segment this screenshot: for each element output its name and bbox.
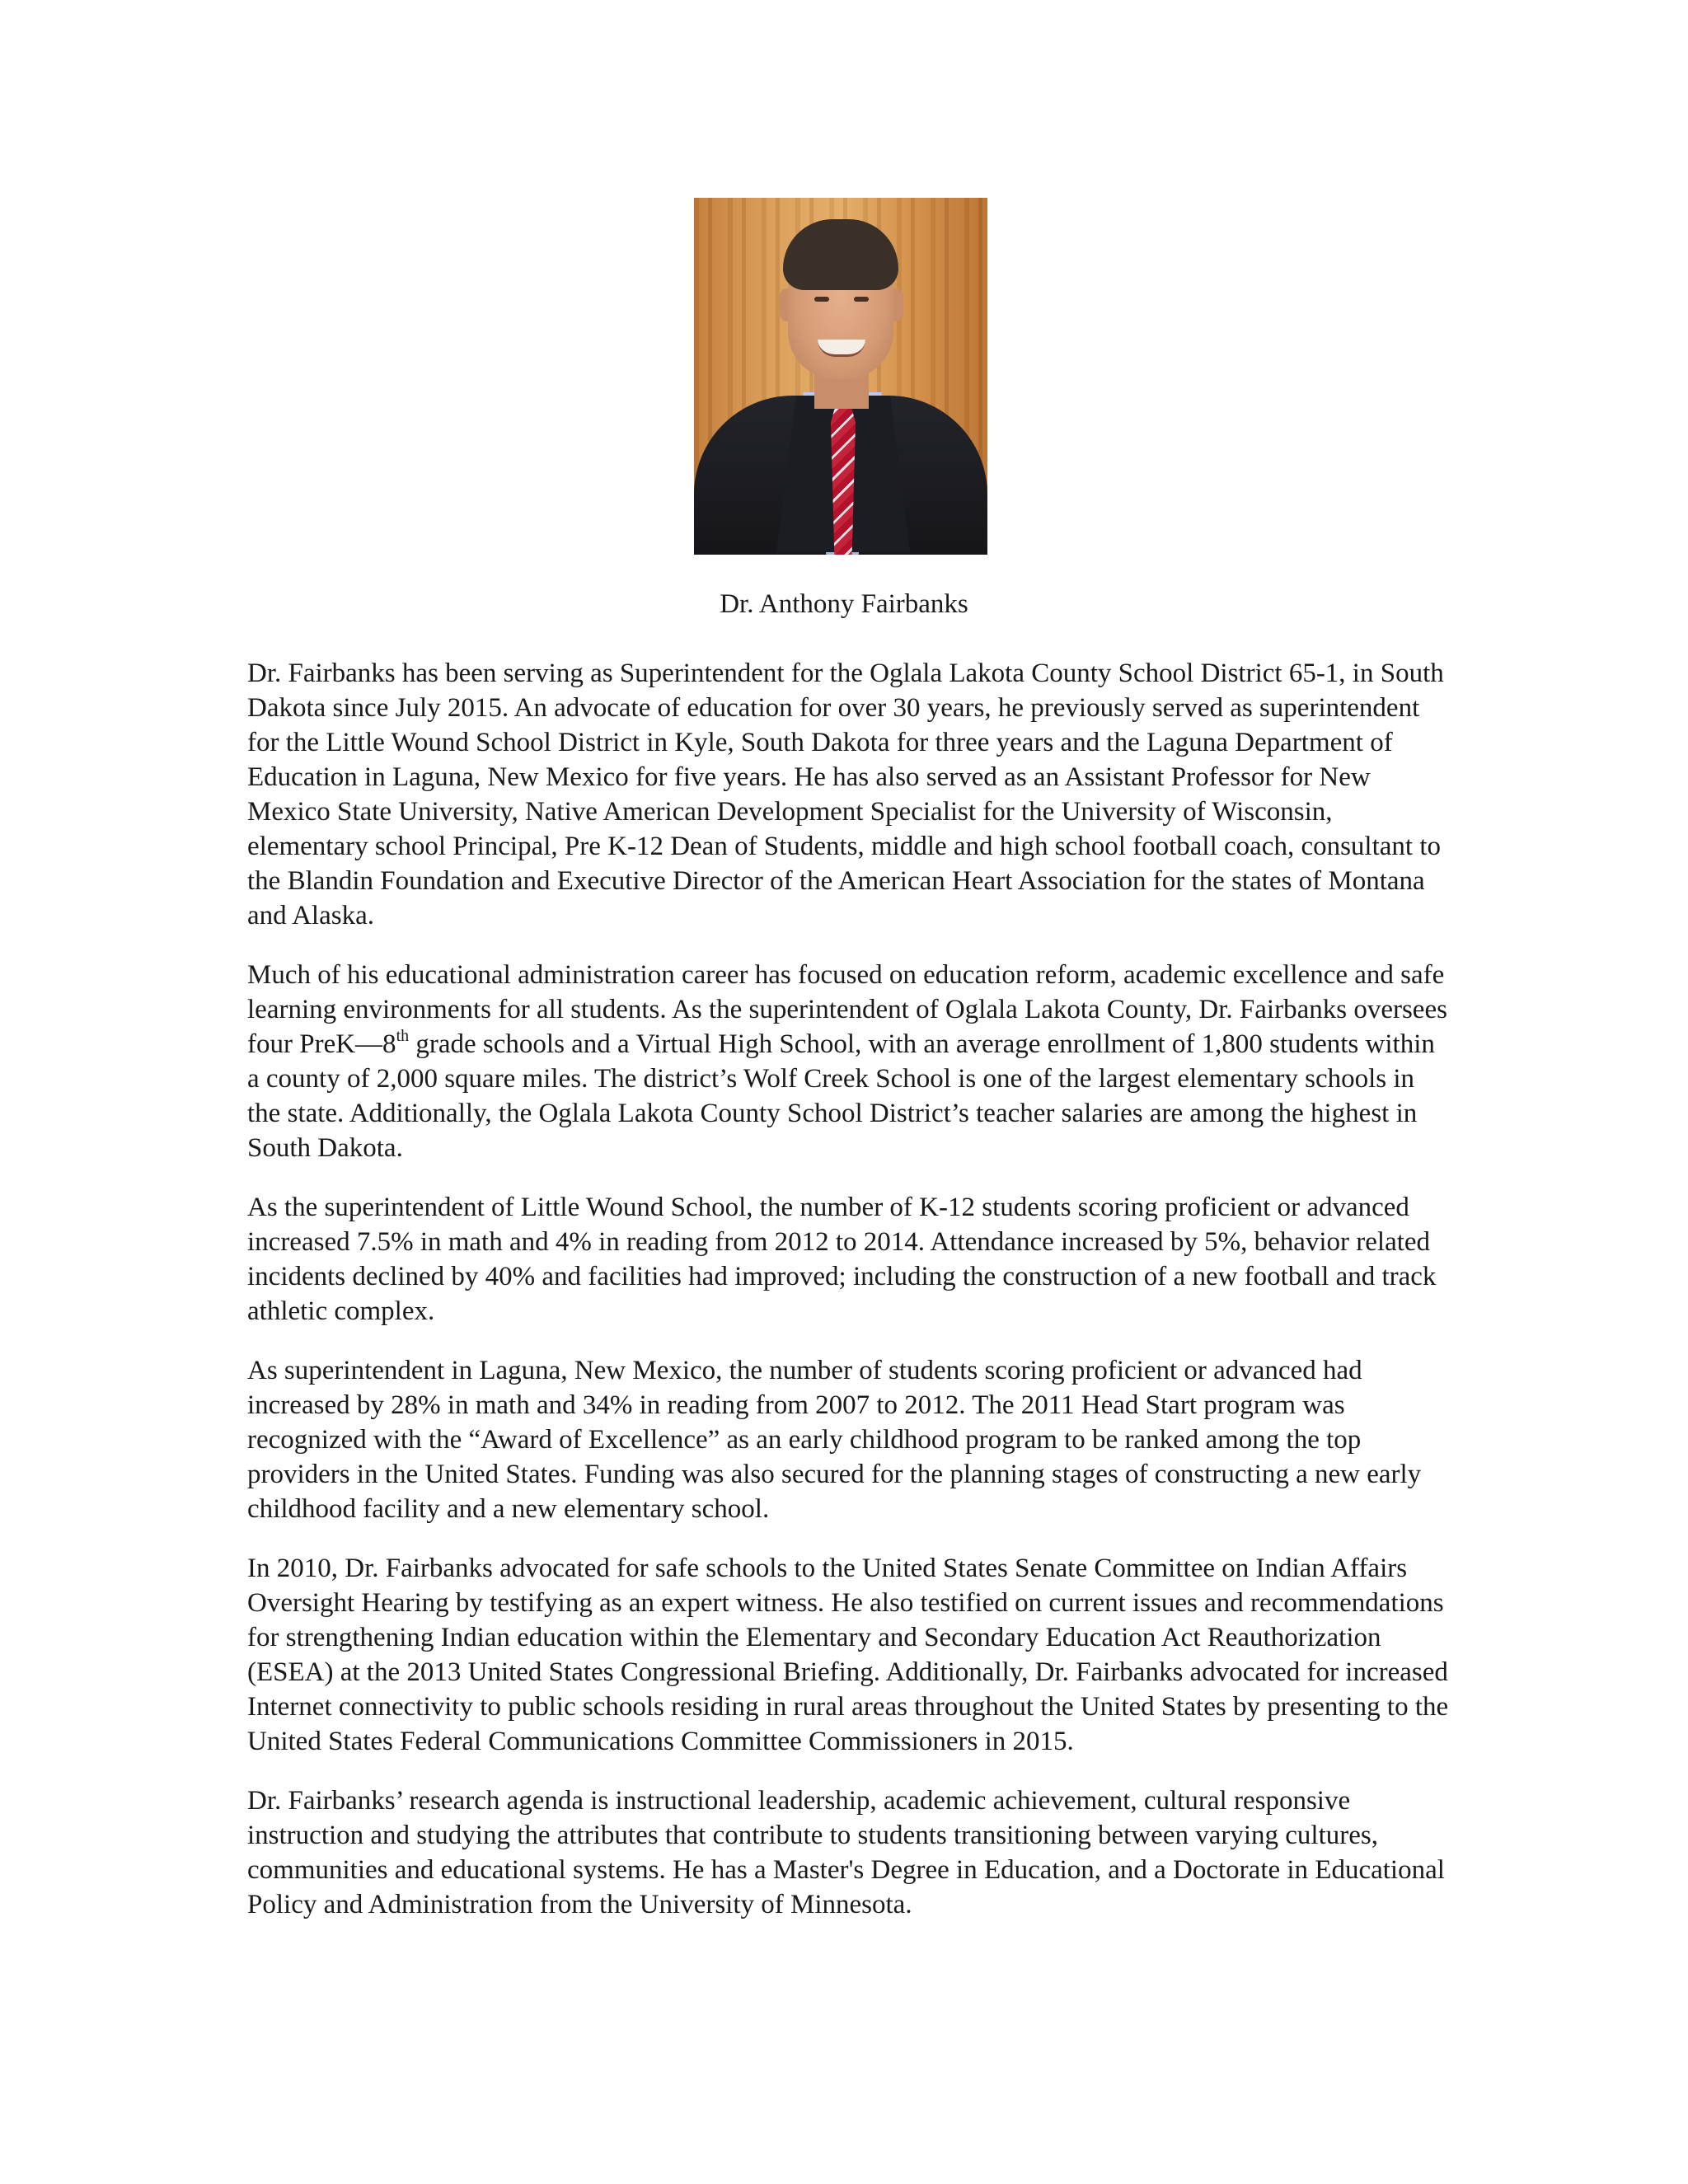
photo-caption: Dr. Anthony Fairbanks <box>720 589 968 619</box>
paragraph-advocacy: In 2010, Dr. Fairbanks advocated for safe schools to the United States Senate Committee on Indian Affairs Oversight Hearing by testifying as an expert witness. He also testified on current issues and recommendations for strengthening Indian education within the Elementary and Secondary Education Act Reauthorization (ESEA) at the 2013 United States Congressional Briefing. Additionally, Dr. Fairbanks advocated for increased Internet connectivity to public schools residing in rural areas throughout the United States by presenting to the United States Federal Communications Committee Commissioners in 2015. <box>247 1554 1449 1756</box>
ordinal-superscript: th <box>396 1027 410 1045</box>
paragraph-little-wound: As the superintendent of Little Wound School, the number of K-12 students scoring proficient or advanced increased 7.5% in math and 4% in reading from 2012 to 2014. Attendance increased by 5%, behavior related incidents declined by 40% and facilities had improved; including the construction of a new football and track athletic complex. <box>247 1193 1437 1326</box>
paragraph-research-agenda: Dr. Fairbanks’ research agenda is instructional leadership, academic achievement, cultural responsive instruction and studying the attributes that contribute to students transitioning between varying cultures, communities and educational systems. He has a Master's Degree in Education, and a Doctorate in Educational Policy and Administration from the University of Minnesota. <box>247 1786 1445 1919</box>
portrait-tie <box>831 404 856 555</box>
portrait-eye-right <box>854 297 869 302</box>
paragraph-laguna: As superintendent in Laguna, New Mexico, the number of students scoring proficient or advanced had increased by 28% in math and 34% in reading from 2007 to 2012. The 2011 Head Start program was recognized with the “Award of Excellence” as an early childhood program to be ranked among the top providers in the United States. Funding was also secured for the planning stages of constructing a new early childhood facility and a new elementary school. <box>247 1356 1422 1524</box>
portrait-photo <box>694 198 987 555</box>
portrait-hair <box>783 219 898 290</box>
paragraph-current-role: Dr. Fairbanks has been serving as Superintendent for the Oglala Lakota County School District 65-1, in South Dakota since July 2015. An advocate of education for over 30 years, he previously served as superintendent for the Little Wound School District in Kyle, South Dakota for three years and the Laguna Department of Education in Laguna, New Mexico for five years. He has also served as an Assistant Professor for New Mexico State University, Native American Development Specialist for the University of Wisconsin, elementary school Principal, Pre K-12 Dean of Students, middle and high school football coach, consultant to the Blandin Foundation and Executive Director of the American Heart Association for the states of Montana and Alaska. <box>247 658 1444 930</box>
paragraph-career-focus-part2: grade schools and a Virtual High School, with an average enrollment of 1,800 students within a county of 2,000 square miles. The district’s Wolf Creek School is one of the largest elementary schools in the state. Additionally, the Oglala Lakota County School District’s teacher salaries are among the highest in South Dakota. <box>247 1029 1435 1163</box>
biography-body <box>247 656 1451 1922</box>
paragraph-career-focus-part1: Much of his educational administration career has focused on education reform, academic excellence and safe learning environments for all students. As the superintendent of Oglala Lakota County, Dr. Fairbanks oversees four PreK—8 <box>247 960 1447 1059</box>
paragraph-career-focus <box>247 958 1451 1165</box>
portrait-eye-left <box>814 297 829 302</box>
